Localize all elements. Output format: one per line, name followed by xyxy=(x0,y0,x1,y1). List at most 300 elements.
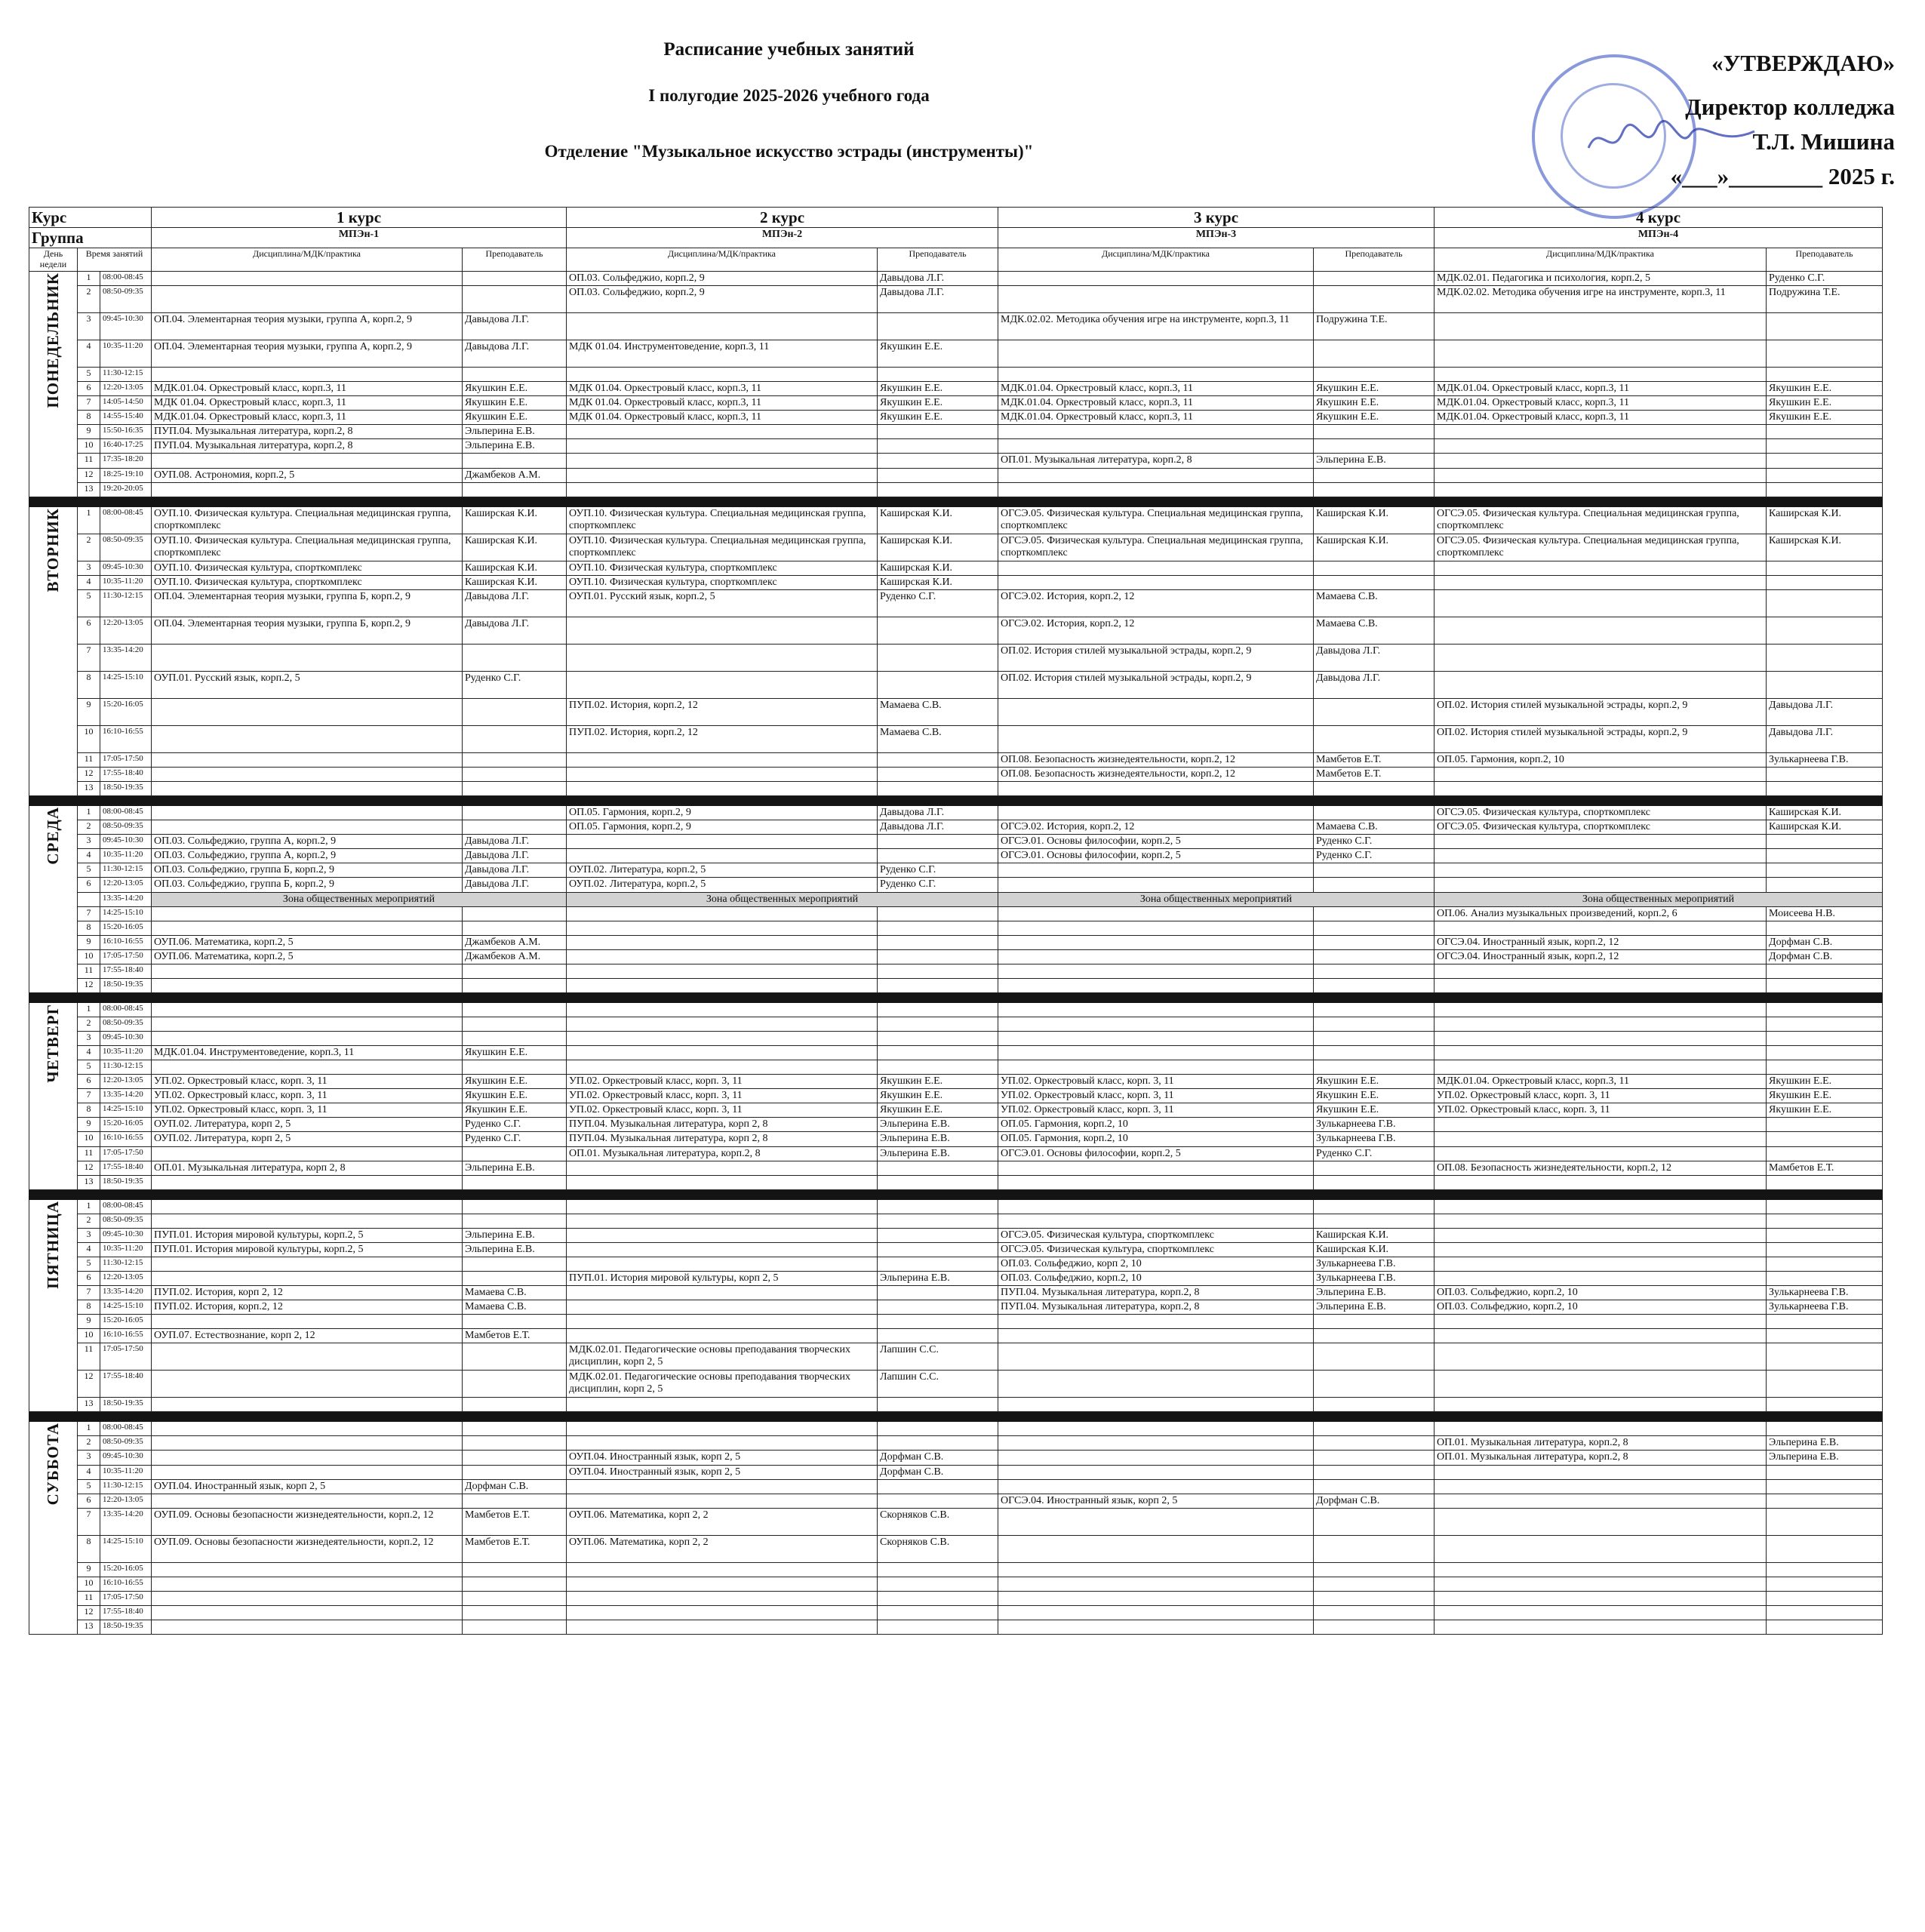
teacher-cell: Якушкин Е.Е. xyxy=(1314,1089,1435,1103)
subject-cell xyxy=(998,285,1314,312)
teacher-cell: Зулькарнеева Г.В. xyxy=(1314,1271,1435,1285)
teacher-cell xyxy=(878,1045,998,1060)
teacher-cell: Руденко С.Г. xyxy=(463,671,567,698)
subject-cell xyxy=(998,725,1314,752)
teacher-cell xyxy=(1314,1605,1435,1620)
teacher-cell: Руденко С.Г. xyxy=(878,863,998,878)
lesson-time: 18:50-19:35 xyxy=(100,1398,152,1412)
teacher-cell xyxy=(1767,468,1883,482)
teacher-cell: Якушкин Е.Е. xyxy=(463,1075,567,1089)
subject-cell xyxy=(152,921,463,935)
teacher-cell: Зулькарнеева Г.В. xyxy=(1314,1257,1435,1271)
teacher-cell xyxy=(1767,978,1883,992)
teacher-cell xyxy=(463,921,567,935)
public-events-zone: Зона общественных мероприятий xyxy=(1435,892,1883,906)
subject-cell: ОП.06. Анализ музыкальных произведений, корп.2, 6 xyxy=(1435,906,1767,921)
subject-cell xyxy=(567,1398,878,1412)
teacher-cell: Каширская К.И. xyxy=(878,506,998,534)
teacher-cell: Якушкин Е.Е. xyxy=(878,1089,998,1103)
subject-cell xyxy=(1435,1146,1767,1161)
day-separator xyxy=(29,1189,1883,1199)
subject-cell: ОУП.02. Литература, корп 2, 5 xyxy=(152,1118,463,1132)
lesson-row xyxy=(29,561,1883,575)
subject-cell: ОУП.10. Физическая культура. Специальная медицинская группа, спорткомплекс xyxy=(567,506,878,534)
subject-cell xyxy=(1435,1620,1767,1634)
teacher-cell: Каширская К.И. xyxy=(463,506,567,534)
teacher-cell: Якушкин Е.Е. xyxy=(1314,396,1435,411)
teacher-cell xyxy=(1767,767,1883,781)
subject-cell: ОП.02. История стилей музыкальной эстрады, корп.2, 9 xyxy=(998,644,1314,671)
teacher-cell xyxy=(878,1300,998,1315)
subject-cell xyxy=(152,1465,463,1479)
subject-cell xyxy=(567,1494,878,1508)
teacher-cell: Якушкин Е.Е. xyxy=(1767,411,1883,425)
lesson-number: 13 xyxy=(78,1620,100,1634)
lesson-row xyxy=(29,892,1883,906)
subject-cell: ОП.03. Сольфеджио, корп.2, 10 xyxy=(1435,1300,1767,1315)
lesson-row xyxy=(29,1479,1883,1494)
subject-cell xyxy=(998,1479,1314,1494)
subject-cell xyxy=(1435,1060,1767,1075)
subject-cell: ОГСЭ.05. Физическая культура. Специальная медицинская группа, спорткомплекс xyxy=(998,506,1314,534)
lesson-time: 17:35-18:20 xyxy=(100,454,152,468)
lesson-number: 11 xyxy=(78,1146,100,1161)
subject-cell xyxy=(152,644,463,671)
subject-cell xyxy=(998,1161,1314,1175)
subject-cell xyxy=(1435,863,1767,878)
lesson-time: 13:35-14:20 xyxy=(100,644,152,671)
teacher-cell xyxy=(878,1161,998,1175)
subject-cell: УП.02. Оркестровый класс, корп. 3, 11 xyxy=(152,1075,463,1089)
subject-cell: ОУП.10. Физическая культура. Специальная медицинская группа, спорткомплекс xyxy=(152,506,463,534)
teacher-cell: Якушкин Е.Е. xyxy=(463,1089,567,1103)
subject-cell xyxy=(1435,1175,1767,1189)
teacher-cell xyxy=(1314,1465,1435,1479)
teacher-cell: Эльперина Е.В. xyxy=(463,1242,567,1257)
approval-date: «___»________ 2025 г. xyxy=(1670,163,1895,189)
lesson-number: 5 xyxy=(78,1479,100,1494)
subject-cell xyxy=(1435,644,1767,671)
lesson-row xyxy=(29,367,1883,381)
lesson-time: 09:45-10:30 xyxy=(100,1451,152,1465)
teacher-cell xyxy=(1767,1214,1883,1228)
subject-cell xyxy=(567,1199,878,1214)
subject-cell: МДК.01.04. Оркестровый класс, корп.3, 11 xyxy=(1435,1075,1767,1089)
subject-cell: ОГСЭ.01. Основы философии, корп.2, 5 xyxy=(998,849,1314,863)
lesson-number: 12 xyxy=(78,1605,100,1620)
teacher-cell xyxy=(1767,1271,1883,1285)
teacher-cell: Зулькарнеева Г.В. xyxy=(1314,1118,1435,1132)
teacher-cell: Мамбетов Е.Т. xyxy=(463,1508,567,1535)
teacher-cell: Скорняков С.В. xyxy=(878,1535,998,1562)
col-teacher-header: Преподаватель xyxy=(1767,248,1883,272)
subject-cell xyxy=(1435,312,1767,340)
lesson-time: 10:35-11:20 xyxy=(100,340,152,367)
subject-cell xyxy=(152,1271,463,1285)
subject-cell xyxy=(152,1494,463,1508)
teacher-cell xyxy=(463,1343,567,1371)
subject-cell xyxy=(1435,1315,1767,1329)
signature-icon xyxy=(1585,118,1758,163)
teacher-cell: Каширская К.И. xyxy=(878,561,998,575)
teacher-cell: Давыдова Л.Г. xyxy=(878,806,998,820)
teacher-cell: Зулькарнеева Г.В. xyxy=(1767,1300,1883,1315)
subject-cell xyxy=(1435,1508,1767,1535)
teacher-cell: Мамбетов Е.Т. xyxy=(1767,1161,1883,1175)
teacher-cell xyxy=(878,1214,998,1228)
lesson-time: 12:20-13:05 xyxy=(100,1271,152,1285)
lesson-number: 4 xyxy=(78,1045,100,1060)
lesson-number: 8 xyxy=(78,921,100,935)
teacher-cell xyxy=(878,1286,998,1300)
lesson-time: 17:05-17:50 xyxy=(100,949,152,964)
lesson-time: 17:55-18:40 xyxy=(100,767,152,781)
teacher-cell: Каширская К.И. xyxy=(1767,806,1883,820)
subject-cell: ОГСЭ.01. Основы философии, корп.2, 5 xyxy=(998,835,1314,849)
teacher-cell: Эльперина Е.В. xyxy=(1767,1436,1883,1451)
subject-cell xyxy=(1435,1398,1767,1412)
teacher-cell xyxy=(1767,617,1883,644)
teacher-cell xyxy=(463,964,567,978)
teacher-cell xyxy=(878,1605,998,1620)
teacher-cell xyxy=(1767,1017,1883,1031)
lesson-time: 12:20-13:05 xyxy=(100,617,152,644)
teacher-cell: Мамбетов Е.Т. xyxy=(463,1329,567,1343)
lesson-time: 17:05-17:50 xyxy=(100,1591,152,1605)
subject-cell xyxy=(1435,1132,1767,1146)
teacher-cell xyxy=(878,1422,998,1436)
subject-cell xyxy=(152,1562,463,1577)
department-title: Отделение "Музыкальное искусство эстрады (инструменты)" xyxy=(544,142,1034,161)
group-3-header: МПЭн-3 xyxy=(998,228,1435,248)
subject-cell xyxy=(567,1286,878,1300)
lesson-number: 2 xyxy=(78,285,100,312)
day-name: ВТОРНИК xyxy=(44,507,63,592)
lesson-row xyxy=(29,1103,1883,1118)
teacher-cell xyxy=(463,1436,567,1451)
teacher-cell xyxy=(1767,1242,1883,1257)
subject-cell xyxy=(152,1214,463,1228)
subject-cell xyxy=(152,906,463,921)
day-name: ПЯТНИЦА xyxy=(44,1200,63,1289)
lesson-number: 7 xyxy=(78,906,100,921)
teacher-cell xyxy=(878,671,998,698)
teacher-cell xyxy=(463,367,567,381)
lesson-number: 3 xyxy=(78,1451,100,1465)
lesson-number: 8 xyxy=(78,1535,100,1562)
teacher-cell xyxy=(1767,439,1883,454)
subject-cell: ОП.01. Музыкальная литература, корп.2, 8 xyxy=(1435,1451,1767,1465)
teacher-cell: Каширская К.И. xyxy=(463,575,567,589)
subject-cell: ОП.01. Музыкальная литература, корп.2, 8 xyxy=(998,454,1314,468)
subject-cell: МДК.01.04. Инструментоведение, корп.3, 11 xyxy=(152,1045,463,1060)
subject-cell xyxy=(998,1002,1314,1017)
lesson-number: 7 xyxy=(78,1286,100,1300)
lesson-time: 08:50-09:35 xyxy=(100,1214,152,1228)
lesson-number: 10 xyxy=(78,949,100,964)
subject-cell: ПУП.04. Музыкальная литература, корп 2, 8 xyxy=(567,1132,878,1146)
subject-cell xyxy=(998,1045,1314,1060)
lesson-row xyxy=(29,1017,1883,1031)
teacher-cell: Якушкин Е.Е. xyxy=(878,396,998,411)
subject-cell xyxy=(567,1315,878,1329)
lesson-row xyxy=(29,849,1883,863)
subject-cell: ОУП.01. Русский язык, корп.2, 5 xyxy=(567,589,878,617)
teacher-cell xyxy=(1314,340,1435,367)
subject-cell: ПУП.04. Музыкальная литература, корп 2, 8 xyxy=(567,1118,878,1132)
subject-cell xyxy=(1435,1591,1767,1605)
subject-cell xyxy=(1435,782,1767,796)
subject-cell: УП.02. Оркестровый класс, корп. 3, 11 xyxy=(998,1089,1314,1103)
day-label xyxy=(29,806,78,993)
subject-cell: ОП.08. Безопасность жизнедеятельности, корп.2, 12 xyxy=(998,767,1314,781)
lesson-time: 10:35-11:20 xyxy=(100,849,152,863)
subject-cell: УП.02. Оркестровый класс, корп. 3, 11 xyxy=(1435,1103,1767,1118)
subject-cell xyxy=(998,1620,1314,1634)
teacher-cell xyxy=(1314,1398,1435,1412)
lesson-number: 6 xyxy=(78,1075,100,1089)
lesson-number: 6 xyxy=(78,617,100,644)
subject-cell: ОП.03. Сольфеджио, корп.2, 10 xyxy=(1435,1286,1767,1300)
subject-cell: ОП.03. Сольфеджио, корп.2, 10 xyxy=(998,1271,1314,1285)
subject-cell: ОП.03. Сольфеджио, группа А, корп.2, 9 xyxy=(152,849,463,863)
subject-cell xyxy=(998,482,1314,497)
subject-cell xyxy=(152,725,463,752)
subject-cell: ОП.08. Безопасность жизнедеятельности, корп.2, 12 xyxy=(998,752,1314,767)
teacher-cell xyxy=(1767,1175,1883,1189)
subject-cell xyxy=(1435,878,1767,892)
public-events-zone: Зона общественных мероприятий xyxy=(567,892,998,906)
col-time-header: Время занятий xyxy=(78,248,152,272)
teacher-cell xyxy=(463,1175,567,1189)
teacher-cell xyxy=(878,367,998,381)
subject-cell: МДК 01.04. Инструментоведение, корп.3, 11 xyxy=(567,340,878,367)
lesson-number: 1 xyxy=(78,271,100,285)
lesson-row xyxy=(29,506,1883,534)
teacher-cell xyxy=(1767,1329,1883,1343)
col-day-header: День недели xyxy=(29,248,78,272)
subject-cell xyxy=(567,1329,878,1343)
subject-cell: ОП.01. Музыкальная литература, корп 2, 8 xyxy=(152,1161,463,1175)
subject-cell xyxy=(1435,482,1767,497)
teacher-cell: Джамбеков А.М. xyxy=(463,935,567,949)
subject-cell: ОП.05. Гармония, корп.2, 10 xyxy=(998,1118,1314,1132)
teacher-cell: Руденко С.Г. xyxy=(878,878,998,892)
teacher-cell: Давыдова Л.Г. xyxy=(1314,644,1435,671)
lesson-time: 14:25-15:10 xyxy=(100,906,152,921)
teacher-cell xyxy=(1314,1620,1435,1634)
lesson-number: 10 xyxy=(78,1577,100,1591)
lesson-row xyxy=(29,1060,1883,1075)
teacher-cell xyxy=(1314,575,1435,589)
subject-cell xyxy=(567,439,878,454)
lesson-number: 6 xyxy=(78,1271,100,1285)
teacher-cell xyxy=(1314,1199,1435,1214)
teacher-cell xyxy=(463,482,567,497)
lesson-number: 4 xyxy=(78,1242,100,1257)
lesson-number: 9 xyxy=(78,425,100,439)
lesson-number: 5 xyxy=(78,589,100,617)
teacher-cell: Якушкин Е.Е. xyxy=(878,381,998,395)
lesson-time: 15:20-16:05 xyxy=(100,921,152,935)
subject-cell xyxy=(567,1045,878,1060)
subject-cell xyxy=(998,1343,1314,1371)
subject-cell xyxy=(1435,1329,1767,1343)
subject-cell xyxy=(567,644,878,671)
teacher-cell: Каширская К.И. xyxy=(1314,1242,1435,1257)
subject-cell: ОП.03. Сольфеджио, группа А, корп.2, 9 xyxy=(152,835,463,849)
subject-cell xyxy=(152,1146,463,1161)
lesson-row xyxy=(29,1535,1883,1562)
teacher-cell xyxy=(1767,482,1883,497)
teacher-cell xyxy=(463,1620,567,1634)
subject-cell xyxy=(152,1605,463,1620)
lesson-row xyxy=(29,439,1883,454)
lesson-number: 8 xyxy=(78,1103,100,1118)
teacher-cell: Каширская К.И. xyxy=(878,575,998,589)
subject-cell xyxy=(1435,921,1767,935)
lesson-time: 13:35-14:20 xyxy=(100,1286,152,1300)
teacher-cell xyxy=(1767,964,1883,978)
subject-cell: УП.02. Оркестровый класс, корп. 3, 11 xyxy=(567,1089,878,1103)
lesson-row xyxy=(29,482,1883,497)
lesson-number: 8 xyxy=(78,671,100,698)
lesson-row xyxy=(29,964,1883,978)
teacher-cell xyxy=(463,698,567,725)
lesson-time: 14:25-15:10 xyxy=(100,1103,152,1118)
subject-cell: ОП.02. История стилей музыкальной эстрады, корп.2, 9 xyxy=(1435,725,1767,752)
subject-cell: УП.02. Оркестровый класс, корп. 3, 11 xyxy=(567,1103,878,1118)
subject-cell xyxy=(152,752,463,767)
lesson-number: 13 xyxy=(78,1175,100,1189)
teacher-cell xyxy=(1314,1214,1435,1228)
teacher-cell xyxy=(463,1214,567,1228)
teacher-cell: Эльперина Е.В. xyxy=(878,1132,998,1146)
subject-cell xyxy=(998,1535,1314,1562)
day-label xyxy=(29,1422,78,1634)
subject-cell: ОП.01. Музыкальная литература, корп.2, 8 xyxy=(567,1146,878,1161)
subject-cell xyxy=(567,1161,878,1175)
subject-cell xyxy=(152,454,463,468)
lesson-row xyxy=(29,285,1883,312)
subject-cell xyxy=(998,1199,1314,1214)
course-2-header: 2 курс xyxy=(567,208,998,228)
teacher-cell xyxy=(878,439,998,454)
lesson-number: 7 xyxy=(78,1508,100,1535)
subject-cell xyxy=(1435,1343,1767,1371)
subject-cell xyxy=(152,1175,463,1189)
lesson-number: 1 xyxy=(78,506,100,534)
lesson-number: 10 xyxy=(78,439,100,454)
teacher-cell xyxy=(463,820,567,835)
lesson-time: 08:00-08:45 xyxy=(100,506,152,534)
group-row xyxy=(29,228,1883,248)
lesson-number: 7 xyxy=(78,1089,100,1103)
lesson-time: 08:00-08:45 xyxy=(100,806,152,820)
subject-cell xyxy=(1435,767,1767,781)
teacher-cell xyxy=(1314,1371,1435,1398)
lesson-row xyxy=(29,340,1883,367)
group-4-header: МПЭн-4 xyxy=(1435,228,1883,248)
teacher-cell xyxy=(1767,367,1883,381)
subject-cell xyxy=(998,1605,1314,1620)
teacher-cell: Джамбеков А.М. xyxy=(463,949,567,964)
lesson-row xyxy=(29,671,1883,698)
subject-cell xyxy=(1435,835,1767,849)
subject-cell xyxy=(1435,671,1767,698)
teacher-cell xyxy=(1767,1465,1883,1479)
subject-cell: ОГСЭ.04. Иностранный язык, корп.2, 12 xyxy=(1435,935,1767,949)
teacher-cell: Давыдова Л.Г. xyxy=(878,285,998,312)
lesson-number: 9 xyxy=(78,1562,100,1577)
teacher-cell xyxy=(878,752,998,767)
lesson-row xyxy=(29,1132,1883,1146)
subject-cell: ПУП.02. История, корп.2, 12 xyxy=(567,698,878,725)
teacher-cell: Якушкин Е.Е. xyxy=(1314,411,1435,425)
teacher-cell xyxy=(1767,1398,1883,1412)
teacher-cell xyxy=(463,1591,567,1605)
subject-cell xyxy=(1435,1494,1767,1508)
teacher-cell: Давыдова Л.Г. xyxy=(878,271,998,285)
teacher-cell xyxy=(1314,1343,1435,1371)
subject-cell: ОУП.06. Математика, корп 2, 2 xyxy=(567,1535,878,1562)
teacher-cell xyxy=(878,617,998,644)
subject-cell xyxy=(152,1017,463,1031)
teacher-cell xyxy=(1767,1494,1883,1508)
teacher-cell xyxy=(1767,1371,1883,1398)
subject-cell: ОП.03. Сольфеджио, корп.2, 9 xyxy=(567,271,878,285)
teacher-cell xyxy=(878,1620,998,1634)
lesson-number: 2 xyxy=(78,534,100,561)
lesson-row xyxy=(29,1286,1883,1300)
teacher-cell: Мамаева С.В. xyxy=(878,725,998,752)
teacher-cell: Лапшин С.С. xyxy=(878,1371,998,1398)
teacher-cell xyxy=(1314,964,1435,978)
teacher-cell xyxy=(1314,1031,1435,1045)
lesson-number: 11 xyxy=(78,1343,100,1371)
subject-cell: МДК.01.04. Оркестровый класс, корп.3, 11 xyxy=(1435,411,1767,425)
subject-cell xyxy=(152,367,463,381)
subject-cell xyxy=(152,285,463,312)
lesson-time: 16:10-16:55 xyxy=(100,1577,152,1591)
teacher-cell xyxy=(878,1329,998,1343)
approval-position: Директор колледжа xyxy=(1685,94,1895,120)
teacher-cell xyxy=(1314,1577,1435,1591)
lesson-row xyxy=(29,1494,1883,1508)
teacher-cell: Дорфман С.В. xyxy=(1767,949,1883,964)
subject-cell xyxy=(1435,468,1767,482)
lesson-time: 17:05-17:50 xyxy=(100,752,152,767)
lesson-row xyxy=(29,698,1883,725)
lesson-number: 1 xyxy=(78,1422,100,1436)
subject-cell xyxy=(152,698,463,725)
lesson-row xyxy=(29,271,1883,285)
public-events-zone: Зона общественных мероприятий xyxy=(152,892,567,906)
teacher-cell: Каширская К.И. xyxy=(1767,506,1883,534)
lesson-row xyxy=(29,1031,1883,1045)
lesson-time: 08:50-09:35 xyxy=(100,820,152,835)
teacher-cell xyxy=(1767,1146,1883,1161)
lesson-row xyxy=(29,617,1883,644)
teacher-cell xyxy=(878,1242,998,1257)
subject-cell xyxy=(152,1199,463,1214)
subject-cell: ОУП.10. Физическая культура, спорткомплекс xyxy=(567,561,878,575)
teacher-cell xyxy=(1767,1562,1883,1577)
lesson-time: 14:25-15:10 xyxy=(100,1535,152,1562)
teacher-cell xyxy=(878,425,998,439)
teacher-cell: Якушкин Е.Е. xyxy=(1767,1075,1883,1089)
subject-cell xyxy=(567,1031,878,1045)
